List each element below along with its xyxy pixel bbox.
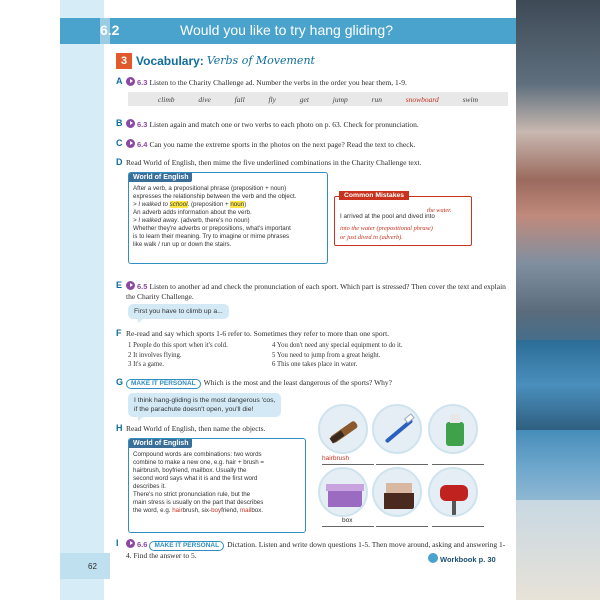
section-number: 3: [116, 53, 132, 69]
box-line: expresses the relationship between the verb and the object.: [133, 193, 297, 200]
speech-bubble: [128, 393, 281, 417]
box-body: [133, 451, 301, 515]
exercise-letter: G: [116, 377, 124, 387]
example-part: away: [162, 217, 178, 224]
picture-caption-blank[interactable]: [376, 517, 428, 527]
box-label: Common Mistakes: [339, 191, 409, 200]
section-title: Vocabulary:: [136, 54, 204, 68]
speech-bubble: First you have to climb up a...: [128, 304, 229, 319]
exercise-text: Can you name the extreme sports in the photos on the next page? Read the text to check.: [149, 140, 416, 149]
example-part: . (adverb, there's no noun): [177, 217, 250, 224]
box-example: [133, 201, 323, 209]
text-part: the word, e.g.: [133, 507, 173, 514]
title-ribbon-decoration: [100, 18, 110, 44]
world-of-english-box: [128, 438, 306, 533]
audio-play-icon[interactable]: [126, 281, 135, 290]
workbook-reference[interactable]: Workbook p. 30: [440, 555, 496, 564]
verb-item: fall: [234, 94, 245, 104]
make-it-personal-badge: MAKE IT PERSONAL: [149, 541, 224, 551]
box-line: After a verb, a prepositional phrase (preposition + noun): [133, 185, 287, 192]
track-number: 6.3: [137, 120, 148, 129]
sports-list-left: [128, 341, 228, 370]
left-color-band: [60, 0, 110, 600]
verb-bar: [128, 92, 508, 106]
list-item: 1 People do this sport when it's cold.: [128, 342, 228, 349]
exercise-text: Listen to another ad and check the pronunciation of each sport. Which part is stressed? Then cover the text and explain the Charity Challenge.: [126, 282, 506, 301]
exercise-letter: A: [116, 76, 123, 86]
correction-note: the water.: [427, 207, 452, 214]
box-line: An adverb adds information about the verb.: [133, 209, 252, 216]
list-item: 3 It's a game.: [128, 361, 164, 368]
picture-caption-blank[interactable]: [322, 517, 374, 527]
page-number: 62: [88, 562, 97, 571]
box-example: [133, 217, 323, 225]
box-line: [133, 507, 301, 515]
example-part: > I walked: [133, 217, 163, 224]
sand-strip: [516, 500, 600, 600]
picture-caption-blank[interactable]: [432, 517, 484, 527]
exercise-letter: C: [116, 138, 123, 148]
toothbrush-picture: [372, 404, 422, 454]
makeup-box-picture: [372, 467, 422, 517]
exercise-text: Read World of English, then name the objects.: [126, 424, 266, 433]
verb-item: climb: [157, 94, 175, 104]
box-body: [133, 185, 323, 249]
lesson-title-bar: [60, 18, 516, 44]
exercise-letter: I: [116, 538, 119, 548]
box-line: second word says what it is and the first word: [133, 475, 258, 482]
text-part: box.: [251, 507, 264, 514]
picture-caption-blank[interactable]: [432, 455, 484, 465]
box-label: World of English: [129, 439, 192, 448]
verb-item: jump: [332, 94, 348, 104]
verb-item: snowboard: [405, 94, 439, 104]
verb-item: fly: [268, 94, 276, 104]
right-edge-photo: [516, 0, 600, 600]
hairbrush-picture: [318, 404, 368, 454]
mistake-line: I arrived at the pool and dived into: [340, 213, 435, 220]
exercise-text: Listen again and match one or two verbs to each photo on p. 63. Check for pronunciation.: [149, 120, 419, 129]
exercise-text: Listen to the Charity Challenge ad. Number the verbs in the order you hear them, 1-9.: [149, 78, 407, 87]
example-highlight: noun: [230, 201, 245, 208]
bubble-line: I think hang-gliding is the most dangerous 'cos,: [134, 397, 276, 404]
toothpaste-picture: [428, 404, 478, 454]
list-item: 4 You don't need any special equipment to do it.: [272, 342, 403, 349]
exercise-text: Re-read and say which sports 1-6 refer to. Sometimes they refer to more than one sport.: [126, 329, 390, 338]
box-line: combine to make a new one, e.g. hair + brush =: [133, 459, 265, 466]
audio-play-icon[interactable]: [126, 139, 135, 148]
bubble-line: if the parachute doesn't open, you'll die!: [134, 406, 254, 413]
exercise-text: Dictation. Listen and write down questions 1-5. Then move around, asking and answering 1-4. Find the answer to 5.: [126, 540, 506, 560]
workbook-icon: [428, 553, 438, 563]
list-item: 5 You need to jump from a great height.: [272, 351, 381, 359]
track-number: 6.4: [137, 140, 148, 149]
section-subtitle: Verbs of Movement: [206, 54, 315, 67]
verb-item: swim: [462, 94, 479, 104]
box-line: Whether they're adverbs or prepositions, what's important: [133, 225, 291, 232]
verb-item: run: [371, 94, 382, 104]
track-number: 6.3: [137, 78, 148, 87]
correction-line: into the water (prepositional phrase): [340, 225, 433, 232]
exercise-letter: B: [116, 118, 123, 128]
box-line: like walk / run up or down the stairs.: [133, 241, 232, 248]
exercise-letter: E: [116, 280, 123, 290]
picture-caption-text: box: [342, 517, 353, 524]
common-mistakes-box: [334, 192, 472, 246]
exercise-letter: F: [116, 328, 122, 338]
page-number-tab: [60, 553, 110, 579]
sea-strip: [516, 340, 600, 430]
sports-list-right: [272, 341, 403, 370]
exercise-text: Which is the most and the least dangerous of the sports? Why?: [203, 378, 393, 387]
shoebox-picture: [318, 467, 368, 517]
box-line: is to learn their meaning. Try to imagine or mime phrases: [133, 233, 290, 240]
box-line: main stress is usually on the part that describes: [133, 499, 264, 506]
track-number: 6.5: [137, 282, 148, 291]
exercise-letter: D: [116, 157, 123, 167]
audio-play-icon[interactable]: [126, 77, 135, 86]
list-item: 2 It involves flying.: [128, 351, 182, 359]
make-it-personal-badge: MAKE IT PERSONAL: [126, 379, 201, 389]
text-part: brush, six-: [182, 507, 212, 514]
stress-part: mail: [240, 507, 252, 514]
picture-caption-blank[interactable]: [376, 455, 428, 465]
example-part: ): [244, 201, 247, 208]
correction-line: or just dived in (adverb).: [340, 234, 403, 241]
mailbox-picture: [428, 467, 478, 517]
verb-item: dive: [198, 94, 211, 104]
exercise-letter: H: [116, 423, 123, 433]
exercise-text: Read World of English, then mime the five underlined combinations in the Charity Challenge text.: [126, 158, 422, 167]
lesson-number: 6.2: [100, 22, 120, 38]
stress-part: boy: [211, 507, 222, 514]
verb-item: get: [299, 94, 309, 104]
box-label: World of English: [129, 173, 192, 182]
list-item: 6 This one takes place in water.: [272, 361, 358, 368]
box-line: There's no strict pronunciation rule, but the: [133, 491, 251, 498]
box-line: Compound words are combinations: two words: [133, 451, 262, 458]
box-line: hairbrush, boyfriend, mailbox. Usually the: [133, 467, 247, 474]
example-part: . (preposition +: [187, 201, 231, 208]
track-number: 6.6: [137, 540, 148, 549]
stress-part: hair: [172, 507, 183, 514]
box-line: describes it.: [133, 483, 167, 490]
text-part: friend,: [221, 507, 240, 514]
section-heading: [116, 53, 315, 69]
world-of-english-box: [128, 172, 328, 264]
audio-play-icon[interactable]: [126, 119, 135, 128]
example-part: > I walked to: [133, 201, 170, 208]
lesson-title: Would you like to try hang gliding?: [180, 22, 393, 38]
example-highlight: school: [169, 201, 188, 208]
audio-play-icon[interactable]: [126, 539, 135, 548]
picture-caption: hairbrush: [322, 455, 374, 465]
